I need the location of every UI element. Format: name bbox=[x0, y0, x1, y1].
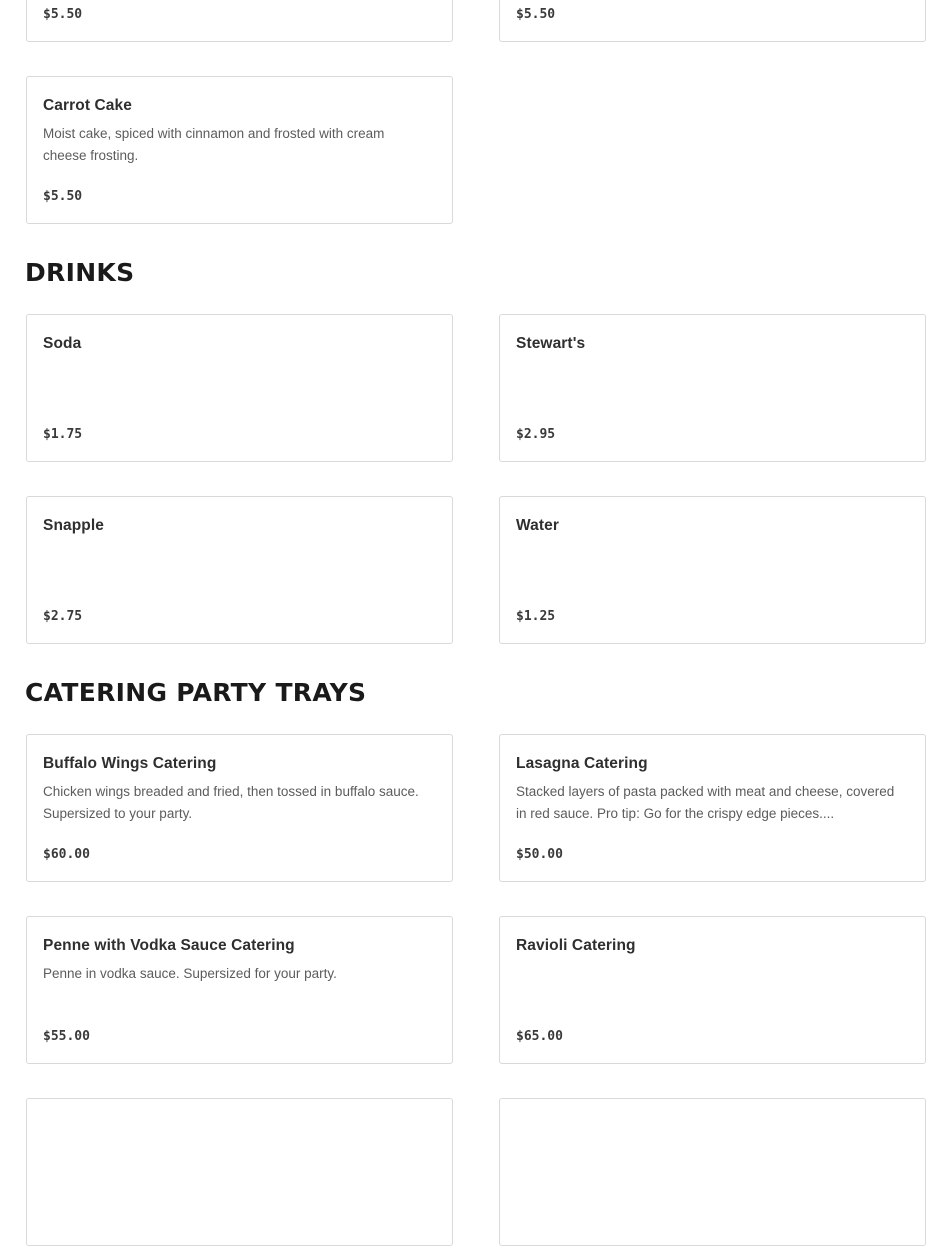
menu-item-card-carrot-cake[interactable] bbox=[26, 76, 453, 224]
item-name: Ravioli Catering bbox=[516, 937, 636, 954]
item-price: $5.50 bbox=[43, 7, 83, 22]
item-price: $1.75 bbox=[43, 427, 83, 442]
menu-item-card-lasagna-catering[interactable] bbox=[499, 734, 926, 882]
item-description: Penne in vodka sauce. Supersized for your party. bbox=[43, 966, 337, 981]
item-name: Water bbox=[516, 517, 559, 534]
menu-item-card-buffalo-wings-catering[interactable] bbox=[26, 734, 453, 882]
item-price: $50.00 bbox=[516, 847, 563, 862]
menu-item-card-water[interactable] bbox=[499, 496, 926, 644]
section-title-catering: CATERING PARTY TRAYS bbox=[25, 678, 367, 707]
menu-item-card-ravioli-catering[interactable] bbox=[499, 916, 926, 1064]
item-price: $2.95 bbox=[516, 427, 556, 442]
item-price: $65.00 bbox=[516, 1029, 563, 1044]
item-name: Carrot Cake bbox=[43, 97, 132, 114]
item-name: Penne with Vodka Sauce Catering bbox=[43, 937, 295, 954]
item-price: $60.00 bbox=[43, 847, 90, 862]
menu-item-card[interactable] bbox=[26, 1098, 453, 1246]
item-price: $2.75 bbox=[43, 609, 83, 624]
item-name: Lasagna Catering bbox=[516, 755, 648, 772]
item-description: Chicken wings breaded and fried, then tossed in buffalo sauce. Supersized to your party. bbox=[43, 784, 419, 821]
item-name: Buffalo Wings Catering bbox=[43, 755, 217, 772]
menu-item-card-soda[interactable] bbox=[26, 314, 453, 462]
item-description: Moist cake, spiced with cinnamon and frosted with cream cheese frosting. bbox=[43, 126, 385, 163]
item-price: $5.50 bbox=[516, 7, 556, 22]
section-title-drinks: DRINKS bbox=[25, 258, 135, 287]
item-description: Stacked layers of pasta packed with meat and cheese, covered in red sauce. Pro tip: Go for the crispy edge pieces.... bbox=[516, 784, 895, 821]
item-price: $55.00 bbox=[43, 1029, 90, 1044]
item-name: Stewart's bbox=[516, 335, 586, 352]
menu-item-card[interactable] bbox=[499, 0, 926, 42]
menu-item-card-penne-vodka-catering[interactable] bbox=[26, 916, 453, 1064]
menu-item-card-snapple[interactable] bbox=[26, 496, 453, 644]
item-price: $5.50 bbox=[43, 189, 83, 204]
menu-item-card-stewarts[interactable] bbox=[499, 314, 926, 462]
menu-item-card[interactable] bbox=[26, 0, 453, 42]
menu-item-card[interactable] bbox=[499, 1098, 926, 1246]
item-name: Soda bbox=[43, 335, 82, 352]
item-price: $1.25 bbox=[516, 609, 556, 624]
item-name: Snapple bbox=[43, 517, 104, 534]
